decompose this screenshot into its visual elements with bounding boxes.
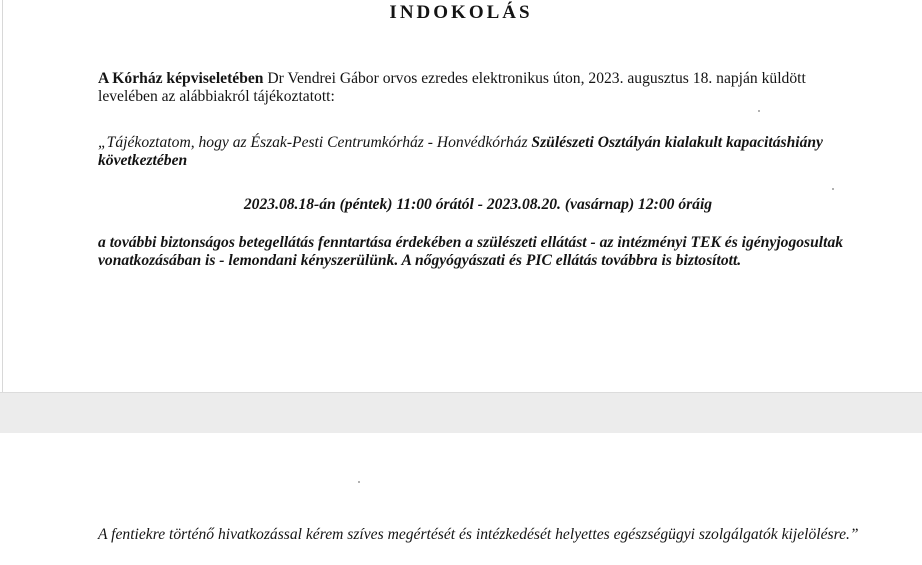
document-page-bottom bbox=[0, 433, 922, 565]
quote-intro-paragraph bbox=[98, 134, 860, 170]
scan-speck bbox=[358, 481, 360, 483]
quote-body-paragraph: a további biztonságos betegellátás fenntartása érdekében a szülészeti ellátást - az intézményi TEK és igényjogosultak vonatkozásában is - lemondani kényszerülünk. A nőgyógyászati és PIC ellátás továbbra is biztosított. bbox=[98, 234, 844, 269]
quote-intro-bold: Szülészeti Osztályán kialakult kapacitáshiány következtében bbox=[98, 134, 823, 169]
scan-speck bbox=[758, 110, 760, 112]
intro-text: Dr Vendrei Gábor orvos ezredes elektronikus úton, 2023. augusztus 18. napján küldött levelében az alábbiakról tájékoztatott: bbox=[98, 70, 806, 105]
document-heading: INDOKOLÁS bbox=[389, 2, 533, 23]
quote-closing-paragraph: A fentiekre történő hivatkozással kérem szíves megértését és intézkedését helyettes egészségügyi szolgálgatók kijelölésre.” bbox=[98, 526, 859, 543]
intro-paragraph bbox=[98, 70, 860, 106]
page-break bbox=[0, 392, 922, 434]
date-range-line: 2023.08.18-án (péntek) 11:00 órától - 2023.08.20. (vasárnap) 12:00 óráig bbox=[243, 196, 713, 213]
intro-lead: A Kórház képviseletében bbox=[98, 70, 264, 87]
scan-speck bbox=[832, 188, 834, 190]
quote-intro-plain: „Tájékoztatom, hogy az Észak-Pesti Centrumkórház - Honvédkórház bbox=[98, 134, 532, 151]
page-edge bbox=[2, 0, 3, 392]
